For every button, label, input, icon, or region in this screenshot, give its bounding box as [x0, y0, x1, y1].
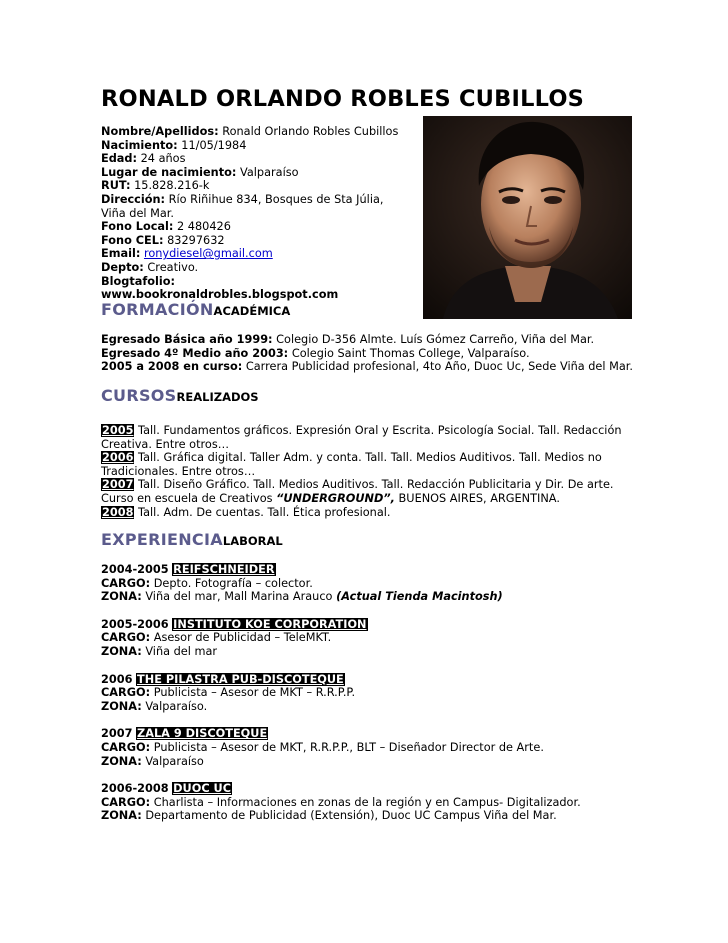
info-value: 15.828.216-k	[134, 179, 210, 193]
section-heading-main: EXPERIENCIA	[101, 530, 223, 549]
info-label: Nacimiento:	[101, 138, 178, 152]
info-row	[101, 152, 411, 166]
info-label: Email:	[101, 247, 141, 261]
job-entry	[101, 618, 633, 659]
formacion-item	[101, 333, 633, 347]
job-zona-note: (Actual Tienda Macintosh)	[336, 590, 503, 604]
curso-item	[101, 506, 633, 520]
job-zona-value: Departamento de Publicidad (Extensión), Duoc UC Campus Viña del Mar.	[145, 809, 557, 823]
curso-item	[101, 478, 633, 505]
info-label: Nombre/Apellidos:	[101, 125, 219, 138]
job-years: 2006	[101, 672, 133, 686]
info-label: Fono Local:	[101, 220, 174, 234]
job-zona	[101, 645, 633, 659]
job-cargo	[101, 631, 633, 645]
job-zona-value: Valparaíso	[145, 754, 204, 768]
job-company: INSTITUTO KOE CORPORATION	[173, 617, 367, 631]
job-cargo-value: Asesor de Publicidad – TeleMKT.	[153, 631, 332, 645]
job-entry	[101, 563, 633, 604]
job-company: THE PILASTRA PUB-DISCOTEQUE	[137, 672, 344, 686]
job-company: DUOC UC	[173, 782, 232, 796]
job-years: 2005-2006	[101, 617, 169, 631]
job-header	[101, 563, 633, 577]
info-value: 2 480426	[177, 220, 231, 234]
job-cargo	[101, 796, 633, 810]
job-header	[101, 782, 633, 796]
job-cargo-label: CARGO:	[101, 631, 151, 645]
formacion-item	[101, 347, 633, 361]
info-row	[101, 166, 411, 180]
curso-year: 2007	[102, 478, 134, 492]
info-value: Ronald Orlando Robles Cubillos	[222, 125, 399, 138]
job-years: 2006-2008	[101, 782, 169, 796]
profile-photo	[423, 116, 632, 319]
job-zona-label: ZONA:	[101, 809, 142, 823]
cursos-list	[101, 424, 633, 519]
section-heading-cursos	[101, 386, 259, 405]
profile-photo-image	[423, 116, 632, 319]
job-cargo	[101, 686, 633, 700]
job-zona-value: Valparaíso.	[145, 699, 208, 713]
info-value: 24 años	[140, 152, 186, 166]
info-row	[101, 234, 411, 248]
info-row	[101, 261, 411, 275]
section-heading-formacion	[101, 300, 290, 319]
job-zona	[101, 590, 633, 604]
job-cargo-label: CARGO:	[101, 686, 151, 700]
formacion-list	[101, 333, 633, 374]
job-zona	[101, 809, 633, 823]
info-label: Dirección:	[101, 192, 166, 206]
curso-item	[101, 451, 633, 478]
job-zona-label: ZONA:	[101, 590, 142, 604]
curso-item	[101, 424, 633, 451]
job-entry	[101, 782, 633, 823]
curso-year: 2006	[102, 451, 134, 465]
formacion-label: Egresado Básica año 1999:	[101, 333, 273, 346]
info-row	[101, 275, 411, 302]
full-name-heading: RONALD ORLANDO ROBLES CUBILLOS	[101, 86, 585, 112]
info-value: Río Riñihue 834, Bosques de Sta Júlia, Viña del Mar.	[101, 192, 384, 220]
info-row	[101, 125, 411, 139]
job-cargo-value: Publicista – Asesor de MKT – R.R.P.P.	[153, 686, 356, 700]
formacion-item	[101, 360, 633, 374]
job-header	[101, 618, 633, 632]
info-label: Edad:	[101, 152, 138, 166]
email-link[interactable]: ronydiesel@gmail.com	[143, 247, 273, 261]
info-row	[101, 193, 411, 220]
section-heading-main: CURSOS	[101, 386, 177, 405]
curso-year: 2008	[102, 505, 134, 519]
experiencia-list	[101, 563, 633, 823]
info-value: 83297632	[167, 233, 225, 247]
job-cargo	[101, 741, 633, 755]
section-heading-sub: REALIZADOS	[176, 390, 259, 404]
job-cargo-value: Charlista – Informaciones en zonas de la región y en Campus- Digitalizador.	[153, 795, 581, 809]
formacion-label: Egresado 4º Medio año 2003:	[101, 346, 289, 360]
section-heading-sub: LABORAL	[222, 534, 283, 548]
section-heading-sub: ACADÉMICA	[213, 304, 291, 318]
curso-text: Tall. Fundamentos gráficos. Expresión Oral y Escrita. Psicología Social. Tall. Redacción Creativa. Entre otros…	[101, 424, 622, 451]
info-label: Blogtafolio:	[101, 274, 176, 288]
job-zona-label: ZONA:	[101, 754, 142, 768]
job-zona-value: Viña del mar	[145, 644, 218, 658]
curso-text-tail: BUENOS AIRES, ARGENTINA.	[398, 491, 560, 505]
info-value: Creativo.	[147, 260, 199, 274]
info-value: 11/05/1984	[181, 138, 247, 152]
job-zona-value: Viña del mar, Mall Marina Arauco	[145, 590, 333, 604]
info-value: Valparaíso	[240, 165, 299, 179]
formacion-label: 2005 a 2008 en curso:	[101, 360, 243, 374]
job-company: REIFSCHNEIDER	[173, 563, 275, 576]
job-years: 2004-2005	[101, 563, 169, 576]
info-row	[101, 220, 411, 234]
info-label: Depto:	[101, 260, 144, 274]
section-heading-experiencia	[101, 530, 283, 549]
job-entry	[101, 673, 633, 714]
curso-text: Tall. Adm. De cuentas. Tall. Ética profesional.	[138, 505, 391, 519]
curso-text: Tall. Gráfica digital. Taller Adm. y conta. Tall. Tall. Medios Auditivos. Tall. Medios no Tradicionales. Entre otros…	[101, 451, 602, 478]
curso-emphasis: “UNDERGROUND”,	[276, 491, 395, 505]
job-zona-label: ZONA:	[101, 644, 142, 658]
info-row	[101, 179, 411, 193]
curso-text: Tall. Diseño Gráfico. Tall. Medios Auditivos. Tall. Redacción Publicitaria y Dir. De arte. Curso en escuela de Creativos	[101, 478, 614, 505]
job-entry	[101, 727, 633, 768]
info-label: RUT:	[101, 179, 131, 193]
job-company: ZALA 9 DISCOTEQUE	[137, 727, 268, 741]
formacion-value: Colegio Saint Thomas College, Valparaíso.	[291, 346, 530, 360]
formacion-value: Carrera Publicidad profesional, 4to Año, Duoc Uc, Sede Viña del Mar.	[245, 360, 633, 374]
job-cargo-label: CARGO:	[101, 576, 151, 590]
job-header	[101, 727, 633, 741]
info-label: Fono CEL:	[101, 233, 164, 247]
curso-year: 2005	[102, 424, 134, 437]
job-header	[101, 673, 633, 687]
job-zona-label: ZONA:	[101, 699, 142, 713]
job-cargo-value: Depto. Fotografía – colector.	[153, 576, 313, 590]
job-zona	[101, 700, 633, 714]
job-cargo	[101, 577, 633, 591]
job-cargo-label: CARGO:	[101, 740, 151, 754]
job-years: 2007	[101, 727, 133, 741]
section-heading-main: FORMACIÓN	[101, 300, 214, 319]
info-row	[101, 247, 411, 261]
formacion-value: Colegio D-356 Almte. Luís Gómez Carreño, Viña del Mar.	[276, 333, 595, 346]
job-cargo-value: Publicista – Asesor de MKT, R.R.P.P., BLT – Diseñador Director de Arte.	[153, 740, 544, 754]
personal-info	[101, 125, 411, 302]
job-zona	[101, 755, 633, 769]
blog-url: www.bookronaldrobles.blogspot.com	[101, 288, 339, 302]
job-cargo-label: CARGO:	[101, 795, 151, 809]
info-row	[101, 139, 411, 153]
info-label: Lugar de nacimiento:	[101, 165, 237, 179]
